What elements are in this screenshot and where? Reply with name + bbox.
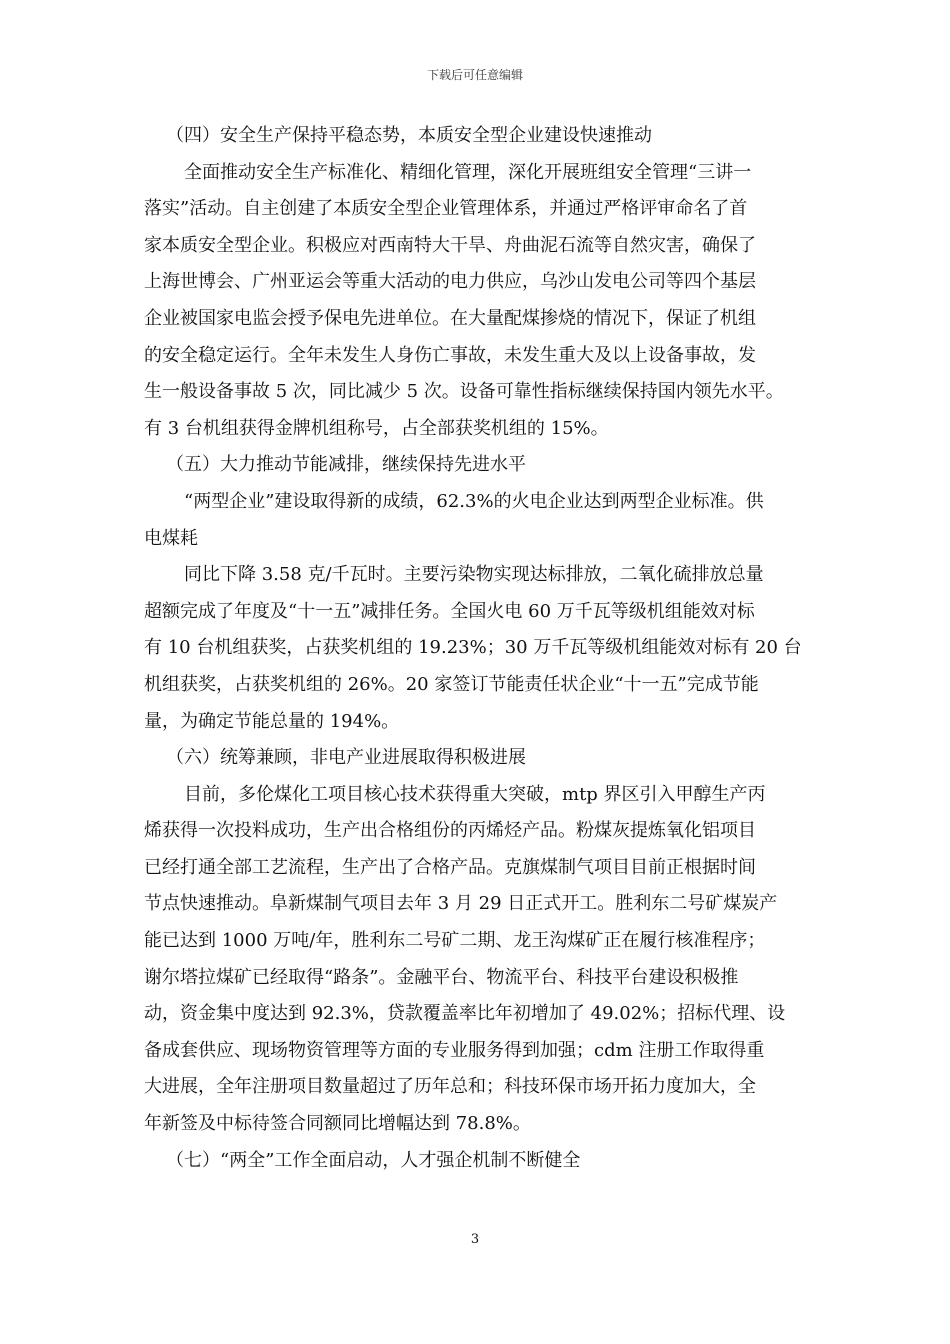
text-line: 的安全稳定运行。全年未发生人身伤亡事故，未发生重大及以上设备事故，发 — [144, 344, 756, 366]
section-heading-4: （四）安全生产保持平稳态势，本质安全型企业建设快速推动 — [166, 125, 652, 146]
section-heading-5: （五）大力推动节能减排，继续保持先进水平 — [166, 454, 526, 476]
section-heading-6: （六）统筹兼顾，非电产业进展取得积极进展 — [166, 747, 526, 769]
text-line: 全面推动安全生产标准化、精细化管理，深化开展班组安全管理“三讲一 — [184, 161, 752, 183]
text-line: “两型企业”建设取得新的成绩，62.3%的火电企业达到两型企业标准。供 — [184, 490, 764, 512]
text-line: 量，为确定节能总量的 194%。 — [144, 710, 400, 732]
document-body — [144, 118, 808, 1179]
text-line: 落实”活动。自主创建了本质安全型企业管理体系，并通过严格评审命名了首 — [144, 198, 748, 220]
text-line: 家本质安全型企业。积极应对西南特大干旱、舟曲泥石流等自然灾害，确保了 — [144, 234, 756, 256]
text-line: 动，资金集中度达到 92.3%，贷款覆盖率比年初增加了 49.02%；招标代理、设 — [144, 1003, 786, 1025]
text-line: 机组获奖，占获奖机组的 26%。20 家签订节能责任状企业“十一五”完成节能 — [144, 673, 759, 695]
text-line: 大进展，全年注册项目数量超过了历年总和；科技环保市场开拓力度加大，全 — [144, 1076, 756, 1098]
text-line: 能已达到 1000 万吨/年，胜利东二号矿二期、龙王沟煤矿正在履行核准程序； — [144, 930, 766, 952]
text-line: 谢尔塔拉煤矿已经取得“路条”。金融平台、物流平台、科技平台建设积极推 — [144, 966, 739, 988]
text-line: 生一般设备事故 5 次，同比减少 5 次。设备可靠性指标继续保持国内领先水平。 — [144, 381, 784, 403]
text-line: 电煤耗 — [144, 527, 198, 549]
text-line: 节点快速推动。阜新煤制气项目去年 3 月 29 日正式开工。胜利东二号矿煤炭产 — [144, 893, 778, 915]
text-line: 目前，多伦煤化工项目核心技术获得重大突破，mtp 界区引入甲醇生产丙 — [184, 783, 766, 805]
text-line: 企业被国家电监会授予保电先进单位。在大量配煤掺烧的情况下，保证了机组 — [144, 307, 756, 329]
section-heading-7: （七）“两全”工作全面启动，人才强企机制不断健全 — [166, 1149, 581, 1171]
text-line: 备成套供应、现场物资管理等方面的专业服务得到加强；cdm 注册工作取得重 — [144, 1039, 765, 1061]
text-line: 有 3 台机组获得金牌机组称号，占全部获奖机组的 15%。 — [144, 417, 609, 439]
text-line: 烯获得一次投料成功，生产出合格组份的丙烯烃产品。粉煤灰提炼氧化铝项目 — [144, 820, 756, 842]
page-header: 下载后可任意编辑 — [426, 68, 523, 82]
page-number: 3 — [470, 1232, 480, 1247]
text-line: 有 10 台机组获奖，占获奖机组的 19.23%；30 万千瓦等级机组能效对标有 20 台 — [144, 637, 802, 659]
text-line: 已经打通全部工艺流程，生产出了合格产品。克旗煤制气项目目前正根据时间 — [144, 856, 756, 878]
text-line: 同比下降 3.58 克/千瓦时。主要污染物实现达标排放，二氧化硫排放总量 — [184, 564, 764, 586]
text-line: 超额完成了年度及“十一五”减排任务。全国火电 60 万千瓦等级机组能效对标 — [144, 600, 755, 622]
text-line: 年新签及中标待签合同额同比增幅达到 78.8%。 — [144, 1113, 531, 1135]
text-line: 上海世博会、广州亚运会等重大活动的电力供应，乌沙山发电公司等四个基层 — [144, 271, 756, 293]
